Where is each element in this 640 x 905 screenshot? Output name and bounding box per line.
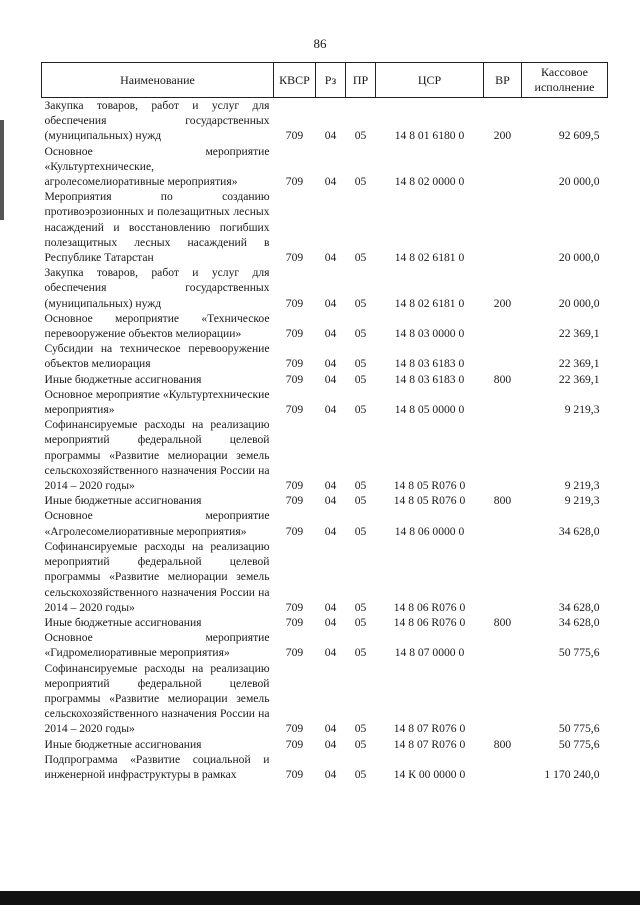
table-row	[42, 752, 608, 782]
row-kvsr: 709	[285, 296, 304, 310]
row-pr: 05	[354, 251, 367, 265]
row-amount: 50 775,6	[558, 646, 600, 660]
header-vr: ВР	[484, 63, 522, 98]
row-name: Софинансируемые расходы на реализацию мероприятий федеральной целевой программы «Развитие мелиорации земель сельскохозяйственного назначения России на 2014 – 2020 годы»	[44, 539, 270, 614]
table-header-row	[42, 63, 608, 98]
row-rz: 04	[324, 494, 337, 508]
row-amount: 50 775,6	[558, 737, 600, 751]
row-csr: 14 8 03 6183 0	[394, 357, 465, 371]
row-name: Иные бюджетные ассигнования	[44, 615, 202, 629]
row-csr: 14 8 05 R076 0	[393, 494, 466, 508]
table-row	[42, 265, 608, 311]
table-row	[42, 737, 608, 752]
row-name: Мероприятия по созданию противоэрозионных и полезащитных лесных насаждений и восстановлению погибших полезащитных лесных насаждений в Республике Татарстан	[44, 190, 270, 265]
row-amount: 92 609,5	[558, 129, 600, 143]
row-csr: 14 8 06 0000 0	[394, 524, 465, 538]
row-name: Закупка товаров, работ и услуг для обеспечения государственных (муниципальных) нужд	[44, 99, 270, 143]
row-kvsr: 709	[285, 646, 304, 660]
row-name: Софинансируемые расходы на реализацию мероприятий федеральной целевой программы «Развитие мелиорации земель сельскохозяйственного назначения России на 2014 – 2020 годы»	[44, 418, 270, 493]
row-csr: 14 8 02 6181 0	[394, 296, 465, 310]
budget-table	[41, 62, 608, 782]
row-amount: 22 369,1	[558, 372, 600, 386]
row-csr: 14 8 07 R076 0	[393, 737, 466, 751]
row-kvsr: 709	[285, 494, 304, 508]
row-rz: 04	[324, 175, 337, 189]
row-name: Иные бюджетные ассигнования	[44, 737, 202, 751]
row-rz: 04	[324, 327, 337, 341]
row-rz: 04	[324, 737, 337, 751]
row-vr: 800	[493, 372, 512, 386]
row-name: Иные бюджетные ассигнования	[44, 494, 202, 508]
header-amount: Кассовое исполнение	[522, 63, 608, 98]
row-csr: 14 8 03 0000 0	[394, 327, 465, 341]
row-rz: 04	[324, 479, 337, 493]
page-number: 86	[313, 36, 327, 51]
row-kvsr: 709	[285, 722, 304, 736]
row-name: Основное мероприятие «Культуртехнические, агролесомелиоративные мероприятия»	[44, 144, 270, 189]
row-pr: 05	[354, 403, 367, 417]
row-amount: 9 219,3	[564, 494, 600, 508]
row-csr: 14 8 05 0000 0	[394, 403, 465, 417]
row-kvsr: 709	[285, 479, 304, 493]
table-row	[42, 98, 608, 144]
table-row	[42, 539, 608, 615]
table-row	[42, 417, 608, 493]
row-amount: 34 628,0	[558, 600, 600, 614]
row-vr	[484, 539, 522, 615]
header-name: Наименование	[42, 63, 274, 98]
row-pr: 05	[354, 767, 367, 781]
header-kvsr: КВСР	[274, 63, 316, 98]
table-row	[42, 615, 608, 630]
row-pr: 05	[354, 722, 367, 736]
row-kvsr: 709	[285, 175, 304, 189]
row-csr: 14 8 05 R076 0	[393, 479, 466, 493]
row-kvsr: 709	[285, 600, 304, 614]
table-row	[42, 189, 608, 265]
row-amount: 20 000,0	[558, 251, 600, 265]
row-amount: 9 219,3	[564, 403, 600, 417]
row-csr: 14 8 06 R076 0	[393, 600, 466, 614]
table-row	[42, 661, 608, 737]
row-kvsr: 709	[285, 524, 304, 538]
row-amount: 34 628,0	[558, 615, 600, 629]
table-row	[42, 144, 608, 190]
row-name: Субсидии на техническое перевооружение объектов мелиорация	[44, 342, 270, 371]
row-name: Закупка товаров, работ и услуг для обеспечения государственных (муниципальных) нужд	[44, 266, 270, 310]
row-rz: 04	[324, 403, 337, 417]
row-rz: 04	[324, 646, 337, 660]
row-csr: 14 8 03 6183 0	[394, 372, 465, 386]
row-pr: 05	[354, 296, 367, 310]
row-vr: 200	[493, 129, 512, 143]
row-vr	[484, 630, 522, 660]
row-vr: 800	[493, 737, 512, 751]
row-name: Основное мероприятие «Культуртехнические мероприятия»	[44, 387, 270, 417]
row-csr: 14 К 00 0000 0	[393, 767, 466, 781]
row-rz: 04	[324, 722, 337, 736]
row-kvsr: 709	[285, 327, 304, 341]
row-pr: 05	[354, 646, 367, 660]
row-vr	[484, 417, 522, 493]
row-vr	[484, 311, 522, 341]
row-kvsr: 709	[285, 251, 304, 265]
table-row	[42, 311, 608, 341]
scan-bottom-edge	[0, 891, 640, 905]
row-pr: 05	[354, 524, 367, 538]
row-vr: 200	[493, 296, 512, 310]
row-kvsr: 709	[285, 403, 304, 417]
table-row	[42, 372, 608, 387]
row-kvsr: 709	[285, 767, 304, 781]
row-amount: 22 369,1	[558, 327, 600, 341]
row-pr: 05	[354, 615, 367, 629]
table-row	[42, 341, 608, 371]
table-row	[42, 508, 608, 538]
row-vr	[484, 341, 522, 371]
row-name: Основное мероприятие «Гидромелиоративные мероприятия»	[44, 631, 270, 660]
table-row	[42, 387, 608, 417]
row-name: Основное мероприятие «Техническое перевооружение объектов мелиорации»	[44, 311, 270, 341]
header-csr: ЦСР	[376, 63, 484, 98]
row-amount: 20 000,0	[558, 175, 600, 189]
row-csr: 14 8 01 6180 0	[394, 129, 465, 143]
row-rz: 04	[324, 615, 337, 629]
row-vr	[484, 661, 522, 737]
row-vr	[484, 752, 522, 782]
row-csr: 14 8 07 R076 0	[393, 722, 466, 736]
row-amount: 20 000,0	[558, 296, 600, 310]
row-pr: 05	[354, 600, 367, 614]
row-rz: 04	[324, 600, 337, 614]
row-pr: 05	[354, 479, 367, 493]
row-amount: 9 219,3	[564, 479, 600, 493]
row-vr	[484, 144, 522, 190]
row-name: Подпрограмма «Развитие социальной и инженерной инфраструктуры в рамках	[44, 752, 270, 781]
row-csr: 14 8 07 0000 0	[394, 646, 465, 660]
header-rz: Рз	[316, 63, 346, 98]
row-kvsr: 709	[285, 737, 304, 751]
row-csr: 14 8 02 6181 0	[394, 251, 465, 265]
row-rz: 04	[324, 357, 337, 371]
row-amount: 1 170 240,0	[544, 767, 600, 781]
row-rz: 04	[324, 251, 337, 265]
row-pr: 05	[354, 372, 367, 386]
row-kvsr: 709	[285, 129, 304, 143]
row-kvsr: 709	[285, 357, 304, 371]
row-amount: 34 628,0	[558, 524, 600, 538]
table-row	[42, 630, 608, 660]
row-rz: 04	[324, 129, 337, 143]
row-kvsr: 709	[285, 615, 304, 629]
row-csr: 14 8 02 0000 0	[394, 175, 465, 189]
row-pr: 05	[354, 494, 367, 508]
row-csr: 14 8 06 R076 0	[393, 615, 466, 629]
row-vr: 800	[493, 615, 512, 629]
table-row	[42, 493, 608, 508]
row-name: Софинансируемые расходы на реализацию мероприятий федеральной целевой программы «Развитие мелиорации земель сельскохозяйственного назначения России на 2014 – 2020 годы»	[44, 661, 270, 736]
row-pr: 05	[354, 357, 367, 371]
row-pr: 05	[354, 129, 367, 143]
row-rz: 04	[324, 524, 337, 538]
header-pr: ПР	[346, 63, 376, 98]
row-kvsr: 709	[285, 372, 304, 386]
row-name: Основное мероприятие «Агролесомелиоративные мероприятия»	[44, 509, 270, 538]
row-amount: 22 369,1	[558, 357, 600, 371]
row-amount: 50 775,6	[558, 722, 600, 736]
row-rz: 04	[324, 296, 337, 310]
row-rz: 04	[324, 372, 337, 386]
row-rz: 04	[324, 767, 337, 781]
row-vr	[484, 189, 522, 265]
row-vr	[484, 387, 522, 417]
row-pr: 05	[354, 327, 367, 341]
row-pr: 05	[354, 737, 367, 751]
row-name: Иные бюджетные ассигнования	[44, 372, 202, 386]
scan-edge-mark	[0, 120, 4, 220]
row-pr: 05	[354, 175, 367, 189]
row-vr	[484, 508, 522, 538]
row-vr: 800	[493, 494, 512, 508]
